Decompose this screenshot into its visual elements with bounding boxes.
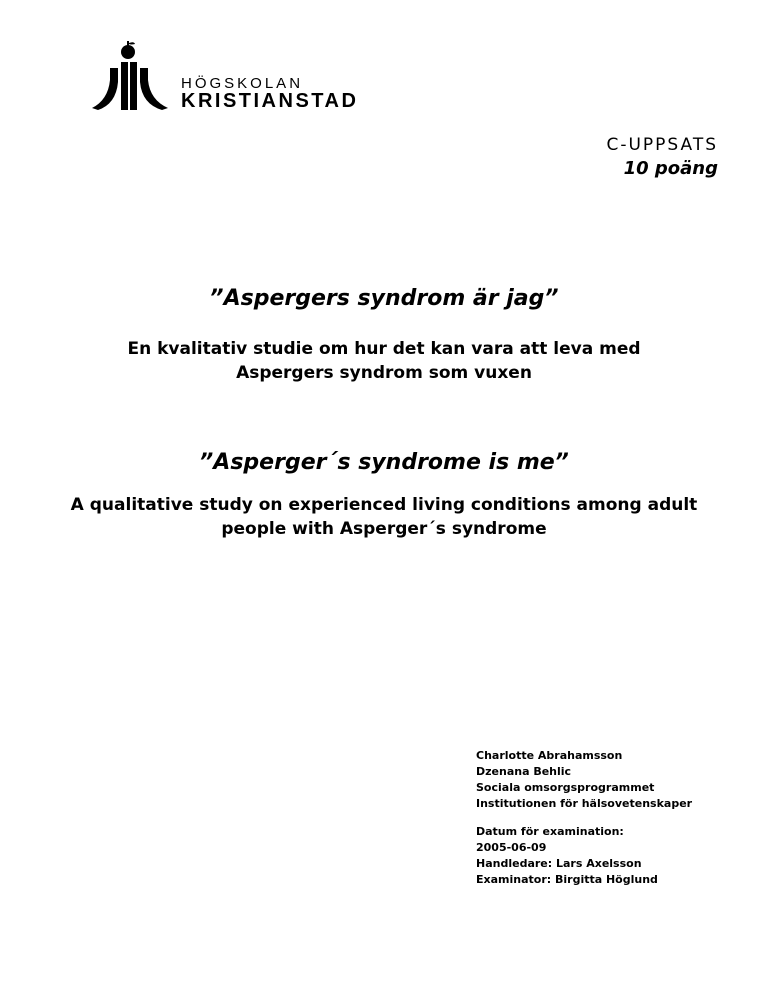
exam-date: 2005-06-09 — [476, 841, 547, 854]
swedish-title: ”Aspergers syndrom är jag” — [209, 286, 559, 311]
author-name: Charlotte Abrahamsson — [476, 749, 623, 762]
university-logo — [90, 40, 360, 112]
swedish-subtitle-line: Aspergers syndrom som vuxen — [236, 363, 532, 383]
english-subtitle-line: A qualitative study on experienced living conditions among adult — [70, 495, 698, 515]
examiner: Examinator: Birgitta Höglund — [476, 873, 658, 886]
swedish-subtitle-line: En kvalitativ studie om hur det kan vara att leva med — [127, 339, 641, 359]
author-name: Dzenana Behlic — [476, 765, 572, 778]
english-subtitle-line: people with Asperger´s syndrome — [221, 519, 547, 539]
logo-text-hogskolan: HÖGSKOLAN — [181, 75, 304, 92]
exam-date-label: Datum för examination: — [476, 825, 624, 838]
supervisor: Handledare: Lars Axelsson — [476, 857, 642, 870]
hkr-emblem-icon — [90, 40, 180, 112]
logo-text-kristianstad: KRISTIANSTAD — [181, 90, 359, 112]
english-subtitle — [40, 493, 728, 541]
department-name: Institutionen för hälsovetenskaper — [476, 797, 693, 810]
essay-type: C-UPPSATS — [606, 135, 718, 155]
essay-credits: 10 poäng — [623, 158, 718, 179]
swedish-subtitle — [60, 337, 708, 385]
author-info-block — [476, 748, 692, 812]
examination-info-block — [476, 824, 658, 888]
english-title: ”Asperger´s syndrome is me” — [199, 450, 569, 475]
program-name: Sociala omsorgsprogrammet — [476, 781, 655, 794]
